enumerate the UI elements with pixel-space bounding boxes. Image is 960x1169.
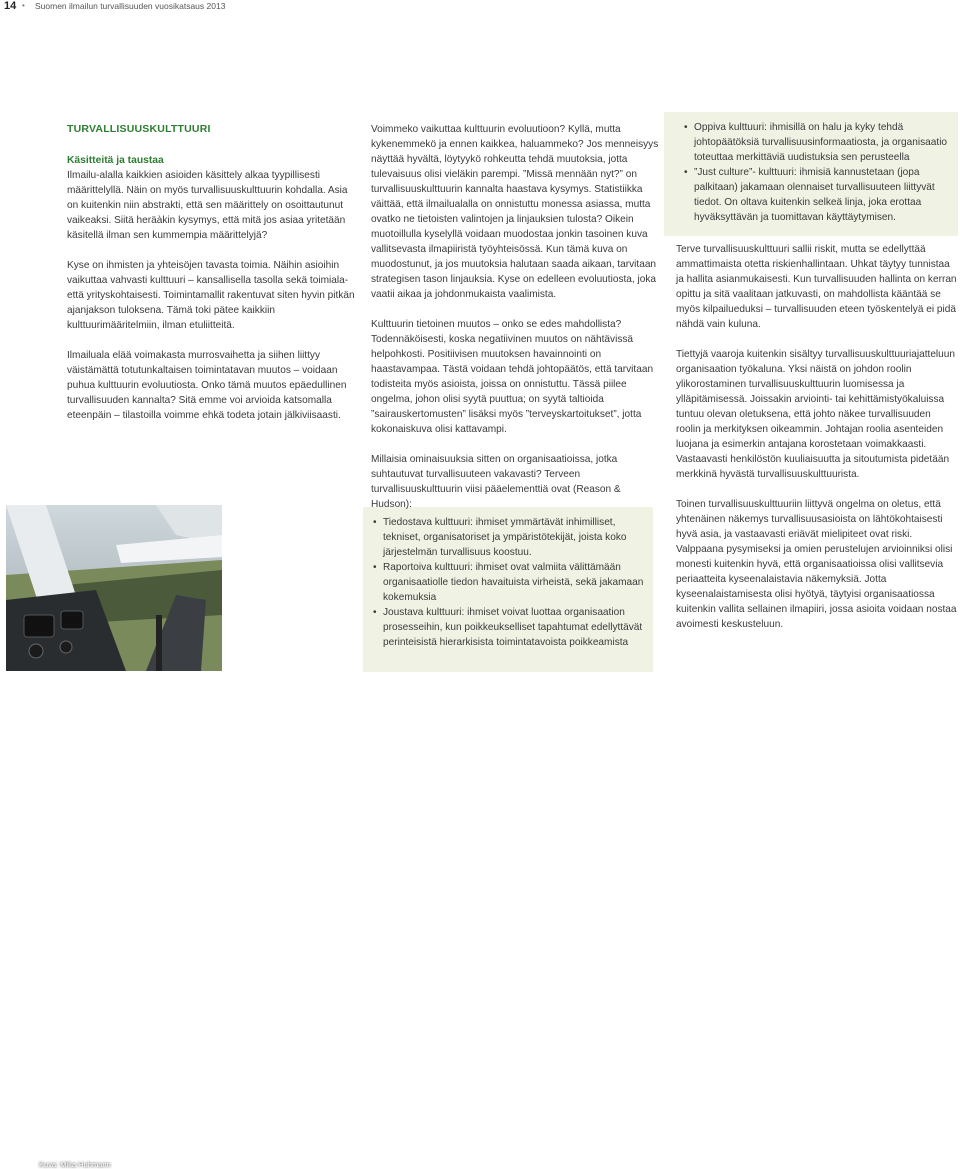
- list-item: • Raportoiva kulttuuri: ihmiset ovat valmiita välittämään organisaatiolle tiedon havaituista virheistä, sekä jakamaan kokemuksia: [373, 562, 644, 603]
- photo-credit: Kuva: Mika Huhmann: [39, 1160, 111, 1169]
- paragraph: Ilmailu-alalla kaikkien asioiden käsittely alkaa tyypillisesti määrittelyllä. Näin on myös turvallisuuskulttuurin kohdalla. Asia on kuitenkin niin abstrakti, että sen määrittely on osoittautunut vaikeaksi. Siitä heräàkin kysymys, että mitä jos asiaa yritetään käsitellä ilman sen kummempia määrittelyjä?: [67, 170, 348, 241]
- bullet-icon: •: [684, 122, 688, 133]
- elements-box-right: [664, 112, 958, 236]
- elements-box-bottom: [363, 507, 653, 672]
- list-item: • Oppiva kulttuuri: ihmisillä on halu ja kyky tehdä johtopäätöksiä turvallisuusinformaatiosta, ja organisaatio toteuttaa merkittäviä uudistuksia sen perusteella: [684, 122, 948, 163]
- list-item: • ”Just culture”- kulttuuri: ihmisiä kannustetaan (jopa palkitaan) jakamaan olennaiset turvallisuuteen liittyvät tiedot. On oltava kuitenkin selkeä linja, joka erottaa hyväksyttävän ja tuomittavan käyttäytymisen.: [684, 167, 935, 223]
- elements-list-right: [676, 120, 958, 225]
- cockpit-photo: [6, 505, 222, 1169]
- paragraph: Voimmeko vaikuttaa kulttuurin evoluutioon? Kyllä, mutta kykenemmekö ja ennen kaikkea, haluammeko? Jos menneisyys näyttää hyvältä, löytyykö rohkeutta tehdä muutoksia, jotta tulevaisuus olisi vieläkin parempi. ”Missä mennään nyt?” on turvallisuuskulttuurin kannalta haastava kysymys. Statistiikka väittää, että ilmailualalla on onnistuttu monessa asiassa, mutta ovatko ne tietoisten valintojen ja linjauksien tulosta? Oikein muotoillulla kyselyllä voidaan muodostaa jonkin tasoinen kuva vallitsevasta ilmapiiristä työyhteisössä. Kun tämä kuva on muodostunut, ja jos muutoksia halutaan saada aikaan, tarvitaan strategisen tason linjauksia. Kyse on edelleen evoluutiosta, joka vaatii aikaa ja johdonmukaista vaalimista.: [371, 124, 659, 300]
- bullet-icon: •: [373, 562, 377, 573]
- running-header: [0, 0, 960, 18]
- column-2: [371, 122, 659, 512]
- cockpit-illustration: [6, 505, 222, 671]
- paragraph: Millaisia ominaisuuksia sitten on organisaatioissa, jotka suhtautuvat turvallisuuteen vakavasti? Terveen turvallisuuskulttuurin viisi pääelementtiä ovat (Reason & Hudson):: [371, 454, 621, 510]
- paragraph: Tiettyjä vaaroja kuitenkin sisältyy turvallisuuskulttuuriajatteluun organisaation työkaluna. Yksi näistä on johdon roolin ylikorostaminen turvallisuuskulttuurin luomisessa ja ylläpitämisessä. Joissakin arviointi- tai kehittämistyökaluissa tuntuu olevan oletuksena, että johto näkee turvallisuuden roolin ja merkityksen oikeammin. Johtajan roolia asenteiden luojana ja esimerkin antajana korostetaan voimakkaasti. Vastaavasti henkilöstön kuuliaisuutta ja sitoutumista pidetään merkkinä hyvästä turvallisuuskulttuurista.: [676, 349, 956, 480]
- bullet-icon: •: [373, 517, 377, 528]
- list-item: • Tiedostava kulttuuri: ihmiset ymmärtävät inhimilliset, tekniset, organisatoriset ja ympäristötekijät, joista koko järjestelmän turvallisuus koostuu.: [373, 517, 627, 558]
- section-title: TURVALLISUUSKULTTUURI: [67, 123, 211, 135]
- list-item: • Joustava kulttuuri: ihmiset voivat luottaa organisaation prosesseihin, kun poikkeukselliset tapahtumat edellyttävät perinteisistä hierarkisista toimintatavoista poikkeamista: [373, 607, 643, 648]
- bullet-icon: •: [684, 167, 688, 178]
- column-3: [676, 242, 958, 632]
- paragraph: Kyse on ihmisten ja yhteisöjen tavasta toimia. Näihin asioihin vaikuttaa vahvasti kulttuuri – kansallisella tasolla sekä toimiala- että yrityskohtaisesti. Toimintamallit rakentuvat siten hyvin pitkän ajanjakson tuloksena. Tämä toki pätee kaikkiin kulttuurimääritelmiin, ilman etuliitteitä.: [67, 260, 355, 331]
- page-number: 14: [4, 0, 17, 12]
- paragraph: Toinen turvallisuuskulttuuriin liittyvä ongelma on oletus, että yhtenäinen näkemys turvallisuusasioista on lähtökohtaisesti hyvä asia, ja vastaavasti eriävät mielipiteet ovat riski. Valppaana pysymiseksi ja omien perustelujen arvioinniksi olisi monesti kuitenkin hyvä, että organisaatioissa olisi vallitsevia periaatteita kyseenalaistavia näkemyksiä. Jotta kyseenalaistamisesta olisi hyötyä, täytyisi organisaatiossa kuitenkin vallita sellainen ilmapiiri, jossa asioita voidaan nostaa avoimesti keskusteluun.: [676, 499, 957, 630]
- paragraph: Ilmailuala elää voimakasta murrosvaihetta ja siihen liittyy väistämättä totutunkaltaisen toimintatavan muutos – voidaan puhua kulttuurin evoluutiosta. Onko tämä muutos epäedullinen turvallisuuden kannalta? Sitä emme voi arvioida katsomalla eteenpäin – tilastoilla voimme ehkä todeta jotain jälkiviisaasti.: [67, 350, 347, 421]
- header-separator: •: [22, 1, 25, 10]
- subheading: Käsitteitä ja taustaa: [67, 155, 164, 166]
- elements-list-bottom: [365, 515, 653, 650]
- paragraph: Kulttuurin tietoinen muutos – onko se edes mahdollista? Todennäköisesti, koska negatiivinen muutos on nähtävissä helpohkosti. Positiivisen muutoksen havainnointi on haastavampaa. Tästä voidaan tehdä johtopäätös, että tarvitaan todisteita myös asioista, joissa on onnistuttu. Tässä piilee ongelma, johon olisi syytä puuttua; on syytä taltioida ”sairauskertomusten” lisäksi myös ”terveyskartoitukset”, jotta kokonaiskuva olisi kattavampi.: [371, 319, 654, 435]
- column-1: [67, 122, 355, 423]
- bullet-icon: •: [373, 607, 377, 618]
- running-title: Suomen ilmailun turvallisuuden vuosikatsaus 2013: [35, 1, 226, 11]
- paragraph: Terve turvallisuuskulttuuri sallii riskit, mutta se edellyttää ammattimaista otetta riskienhallintaan. Uhkat täytyy tunnistaa ja hallita asianmukaisesti. Kun turvallisuuden hallinta on kerran opittu ja sitä vaalitaan jatkuvasti, on mahdollista kääntää se myös kilpailueduksi – turvallisuuden eteen työskentelyä ei pidä nähdä vain kuluna.: [676, 244, 957, 330]
